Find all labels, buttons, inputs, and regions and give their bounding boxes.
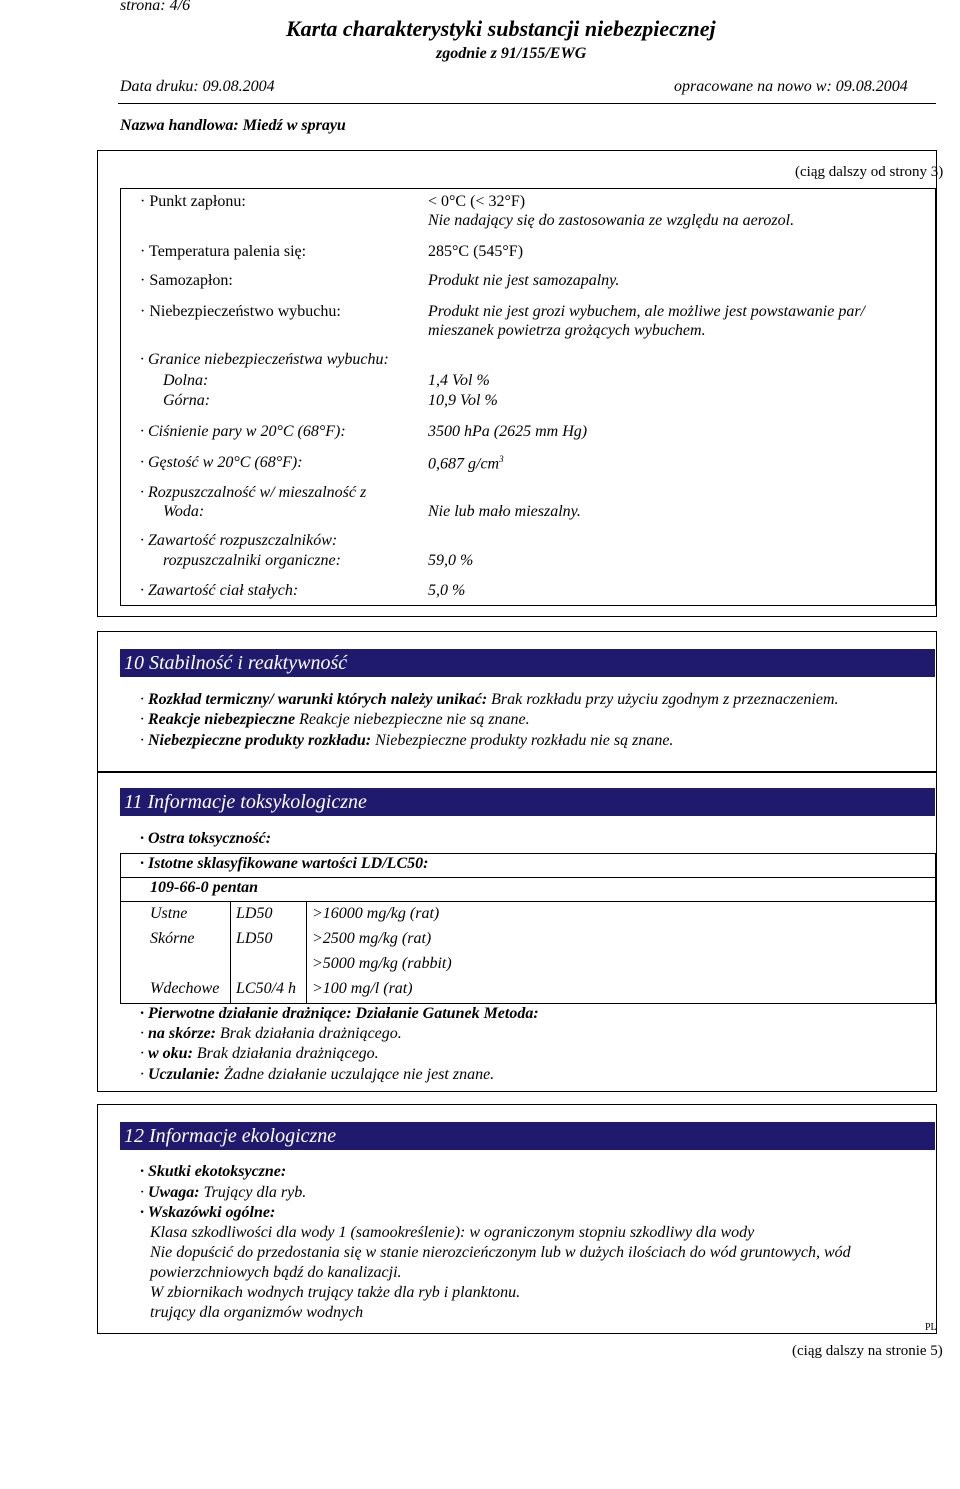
general-note-line: powierzchniowych bądź do kanalizacji. (150, 1264, 402, 1281)
ld-col-divider-2 (306, 901, 307, 1004)
document-subtitle: zgodnie z 91/155/EWG (436, 45, 587, 62)
explosion-value-2: mieszanek powietrza grożących wybuchem. (428, 322, 706, 339)
ld-row-value: >5000 mg/kg (rabbit) (312, 955, 452, 972)
density-unit-exponent: 3 (499, 454, 504, 464)
flash-point-value: < 0°C (< 32°F) (428, 193, 526, 210)
general-note-line: Nie dopuścić do przedostania się w stanie nierozcieńczonym lub w dużych ilościach do wód gruntowych, wód (150, 1244, 851, 1261)
solids-content-value: 5,0 % (428, 582, 466, 599)
hazardous-reactions: · Reakcje niebezpieczne Reakcje niebezpieczne nie są znane. (140, 711, 530, 729)
primary-irritation-label: · Pierwotne działanie drażniące: Działanie Gatunek Metoda: (140, 1005, 539, 1023)
explosion-label: · Niebezpieczeństwo wybuchu: (140, 303, 341, 321)
header-divider (118, 103, 936, 104)
vapor-pressure-value: 3500 hPa (2625 mm Hg) (428, 423, 588, 440)
decomposition-products: · Niebezpieczne produkty rozkładu: Niebezpieczne produkty rozkładu nie są znane. (140, 732, 673, 750)
density-label: · Gęstość w 20°C (68°F): (140, 454, 303, 472)
ld-row-route: Wdechowe (150, 980, 220, 997)
flash-point-label: · Punkt zapłonu: (140, 193, 246, 211)
general-note-line: Klasa szkodliwości dla wody 1 (samookreślenie): w ograniczonym stopniu szkodliwy dla wody (150, 1224, 755, 1241)
section-12-title: 12 Informacje ekologiczne (120, 1122, 935, 1150)
ld-row-value: >2500 mg/kg (rat) (312, 930, 432, 947)
organic-solvents-label: rozpuszczalniki organiczne: (163, 552, 341, 569)
water-value: Nie lub mało mieszalny. (428, 503, 581, 520)
organic-solvents-value: 59,0 % (428, 552, 474, 569)
general-note-line: W zbiornikach wodnych trujący także dla ryb i planktonu. (150, 1284, 521, 1301)
ld-table-divider (120, 877, 936, 878)
document-title: Karta charakterystyki substancji niebezpiecznej (286, 16, 716, 41)
ld-col-divider-1 (230, 901, 231, 1004)
self-ignition-value: Produkt nie jest samozapalny. (428, 272, 620, 289)
explosion-limits-label: · Granice niebezpieczeństwa wybuchu: (140, 351, 389, 369)
ecotoxic-effects-label: · Skutki ekotoksyczne: (140, 1163, 286, 1181)
skin-irritation: · na skórze: Brak działania drażniącego. (140, 1025, 402, 1043)
explosion-value-1: Produkt nie jest grozi wybuchem, ale możliwe jest powstawanie par/ (428, 303, 865, 320)
cas-pentan: 109-66-0 pentan (150, 879, 258, 896)
general-note-line: trujący dla organizmów wodnych (150, 1304, 364, 1321)
language-code: PL (925, 1322, 937, 1333)
upper-limit-label: Górna: (163, 392, 211, 409)
trade-name: Nazwa handlowa: Miedź w sprayu (120, 117, 346, 134)
ld-row-value: >16000 mg/kg (rat) (312, 905, 440, 922)
continued-on: (ciąg dalszy na stronie 5) (792, 1343, 943, 1359)
ld-row-type: LC50/4 h (236, 980, 297, 997)
section-10-title: 10 Stabilność i reaktywność (120, 649, 935, 677)
ld-row-route: Skórne (150, 930, 195, 947)
note: · Uwaga: Trujący dla ryb. (140, 1184, 306, 1202)
page-number: strona: 4/6 (120, 0, 191, 14)
ld-row-type: LD50 (236, 930, 273, 947)
solvent-content-label: · Zawartość rozpuszczalników: (140, 532, 337, 550)
ld-rows-divider (120, 901, 936, 902)
continued-from: (ciąg dalszy od strony 3) (795, 164, 944, 180)
eye-irritation: · w oku: Brak działania drażniącego. (140, 1045, 379, 1063)
self-ignition-label: · Samozapłon: (140, 272, 233, 290)
lower-limit-label: Dolna: (163, 372, 209, 389)
flash-point-note: Nie nadający się do zastosowania ze względu na aerozol. (428, 212, 795, 229)
general-notes-label: · Wskazówki ogólne: (140, 1204, 275, 1222)
ignition-label: · Temperatura palenia się: (140, 243, 306, 261)
ld-values-label: · Istotne sklasyfikowane wartości LD/LC50: (140, 855, 428, 873)
print-date: Data druku: 09.08.2004 (120, 78, 275, 95)
solids-content-label: · Zawartość ciał stałych: (140, 582, 298, 600)
upper-limit-value: 10,9 Vol % (428, 392, 498, 409)
ignition-value: 285°C (545°F) (428, 243, 524, 260)
solubility-label: · Rozpuszczalność w/ mieszalność z (140, 484, 366, 502)
revision-date: opracowane na nowo w: 09.08.2004 (674, 78, 908, 95)
density-value: 0,687 $g/cm^3$ (428, 454, 504, 473)
ld-row-type: LD50 (236, 905, 273, 922)
water-label: Woda: (163, 503, 205, 520)
vapor-pressure-label: · Ciśnienie pary w 20°C (68°F): (140, 423, 346, 441)
sensitization: · Uczulanie: Żadne działanie uczulające nie jest znane. (140, 1066, 494, 1084)
thermal-decomposition: · Rozkład termiczny/ warunki których należy unikać: Brak rozkładu przy użyciu zgodnym z przeznaczeniem. (140, 691, 839, 709)
acute-toxicity-label: · Ostra toksyczność: (140, 830, 271, 848)
ld-row-route: Ustne (150, 905, 188, 922)
ld-row-value: >100 mg/l (rat) (312, 980, 413, 997)
section-11-title: 11 Informacje toksykologiczne (120, 788, 935, 816)
lower-limit-value: 1,4 Vol % (428, 372, 490, 389)
